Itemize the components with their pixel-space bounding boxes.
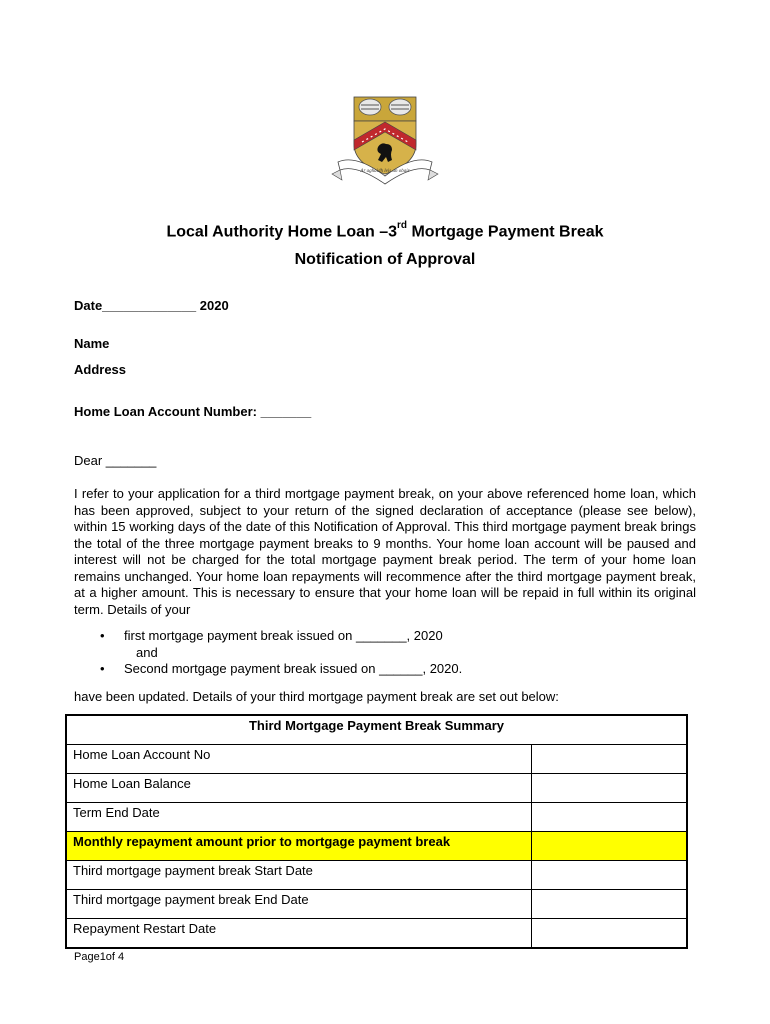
date-field: Date_____________ 2020 [74,298,229,313]
address-field: Address [74,362,127,377]
account-number-field: Home Loan Account Number: _______ [74,404,312,419]
bullet-continuation: and [136,644,158,660]
table-row [66,745,687,774]
title-superscript: rd [397,220,408,231]
bullet-text: Second mortgage payment break issued on ______, 2020. [124,661,463,676]
title-pre: Local Authority Home Loan –3 [166,223,398,241]
table-heading: Third Mortgage Payment Break Summary [66,715,687,745]
row-value-cell[interactable] [532,803,688,832]
salutation: Dear _______ [74,453,157,468]
row-label: Home Loan Account No [66,745,532,774]
row-label: Monthly repayment amount prior to mortgage payment break [66,832,532,861]
document-title [0,222,770,241]
table-row [66,890,687,919]
row-label: Third mortgage payment break End Date [66,890,532,919]
title-post: Mortgage Payment Break [407,223,604,241]
list-item [100,661,462,678]
row-label: Term End Date [66,803,532,832]
crest-motto: Ar aghaidh leis an obair [360,169,410,174]
bullet-text: first mortgage payment break issued on _______, 2020 [124,628,443,643]
bullet-icon: • [100,661,105,676]
row-label: Third mortgage payment break Start Date [66,861,532,890]
row-value-cell[interactable] [532,890,688,919]
page-number: Page1of 4 [74,951,125,963]
table-row [66,774,687,803]
table-row [66,803,687,832]
row-value-cell[interactable] [532,745,688,774]
table-row-highlighted [66,832,687,861]
body-paragraph: I refer to your application for a third mortgage payment break, on your above referenced home loan, which has been approved, subject to your return of the signed declaration of acceptance (please see below), within 15 working days of the date of this Notification of Approval. This third mortgage payment break brings the total of the three mortgage payment breaks to 9 months. Your home loan account will be paused and interest will not be charged for the total mortgage payment break period. The term of your home loan remains unchanged. Your home loan repayments will recommence after the third mortgage payment break, at a higher amount. This is necessary to ensure that your home loan will be repaid in full within its original term. Details of your [74,486,696,617]
summary-table [65,714,688,949]
row-label: Repayment Restart Date [66,919,532,949]
crest-logo [326,92,444,188]
bullet-list [100,628,462,678]
row-value-cell[interactable] [532,861,688,890]
document-subtitle: Notification of Approval [294,251,476,268]
row-value-cell[interactable] [532,832,688,861]
table-row [66,919,687,949]
table-row [66,861,687,890]
row-label: Home Loan Balance [66,774,532,803]
row-value-cell[interactable] [532,774,688,803]
closing-text: have been updated. Details of your third mortgage payment break are set out below: [74,689,559,704]
bullet-icon: • [100,628,105,643]
row-value-cell[interactable] [532,919,688,949]
list-item [100,628,462,645]
name-field: Name [74,336,110,351]
